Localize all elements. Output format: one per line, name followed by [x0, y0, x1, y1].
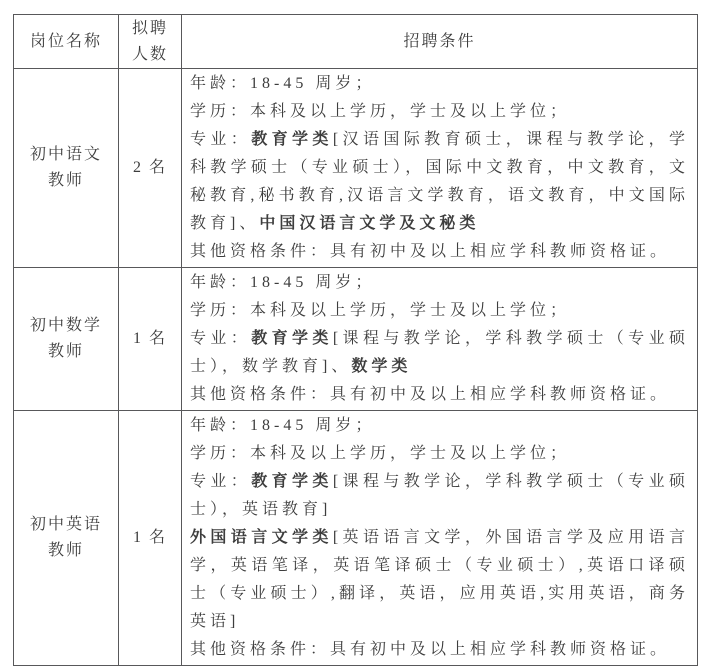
condition-line: 年龄：18-45 周岁；: [190, 417, 376, 434]
position-cell: 初中英语 教师: [14, 411, 119, 666]
header-row: [14, 15, 698, 69]
table-row: [14, 69, 698, 268]
condition-line: 其他资格条件：具有初中及以上相应学科教师资格证。: [190, 386, 671, 403]
count-cell: 1 名: [119, 268, 182, 411]
table-row: [14, 411, 698, 666]
conditions-cell: [182, 411, 698, 666]
condition-line: 专业：教育学类[课程与教学论，学科教学硕士（专业硕士），数学教育]、数学类: [190, 330, 689, 375]
col-header-conditions: 招聘条件: [182, 15, 698, 69]
recruitment-table: [13, 14, 698, 666]
condition-line: 其他资格条件：具有初中及以上相应学科教师资格证。: [190, 243, 671, 260]
condition-line: 学历：本科及以上学历，学士及以上学位；: [190, 302, 571, 319]
col-header-count: 拟聘 人数: [119, 15, 182, 69]
conditions-cell: [182, 268, 698, 411]
condition-line: 学历：本科及以上学历，学士及以上学位；: [190, 103, 571, 120]
condition-line: 年龄：18-45 周岁；: [190, 274, 376, 291]
condition-line: 专业：教育学类[汉语国际教育硕士，课程与教学论，学科教学硕士（专业硕士），国际中文教育，中文教育，文秘教育,秘书教育,汉语言文学教育，语文教育，中文国际教育]、中国汉语言文学及文秘类: [190, 131, 689, 232]
condition-line: 年龄：18-45 周岁；: [190, 75, 376, 92]
position-cell: 初中数学 教师: [14, 268, 119, 411]
col-header-position: 岗位名称: [14, 15, 119, 69]
condition-line: 学历：本科及以上学历，学士及以上学位；: [190, 445, 571, 462]
table-row: [14, 268, 698, 411]
conditions-cell: [182, 69, 698, 268]
condition-line: 专业：教育学类[课程与教学论，学科教学硕士（专业硕士），英语教育]: [190, 473, 689, 518]
count-cell: 1 名: [119, 411, 182, 666]
position-cell: 初中语文 教师: [14, 69, 119, 268]
condition-line: 其他资格条件：具有初中及以上相应学科教师资格证。: [190, 641, 671, 658]
condition-line: 外国语言文学类[英语语言文学，外国语言学及应用语言学，英语笔译，英语笔译硕士（专业硕士）,英语口译硕士（专业硕士）,翻译，英语，应用英语,实用英语，商务英语]: [190, 529, 689, 630]
count-cell: 2 名: [119, 69, 182, 268]
